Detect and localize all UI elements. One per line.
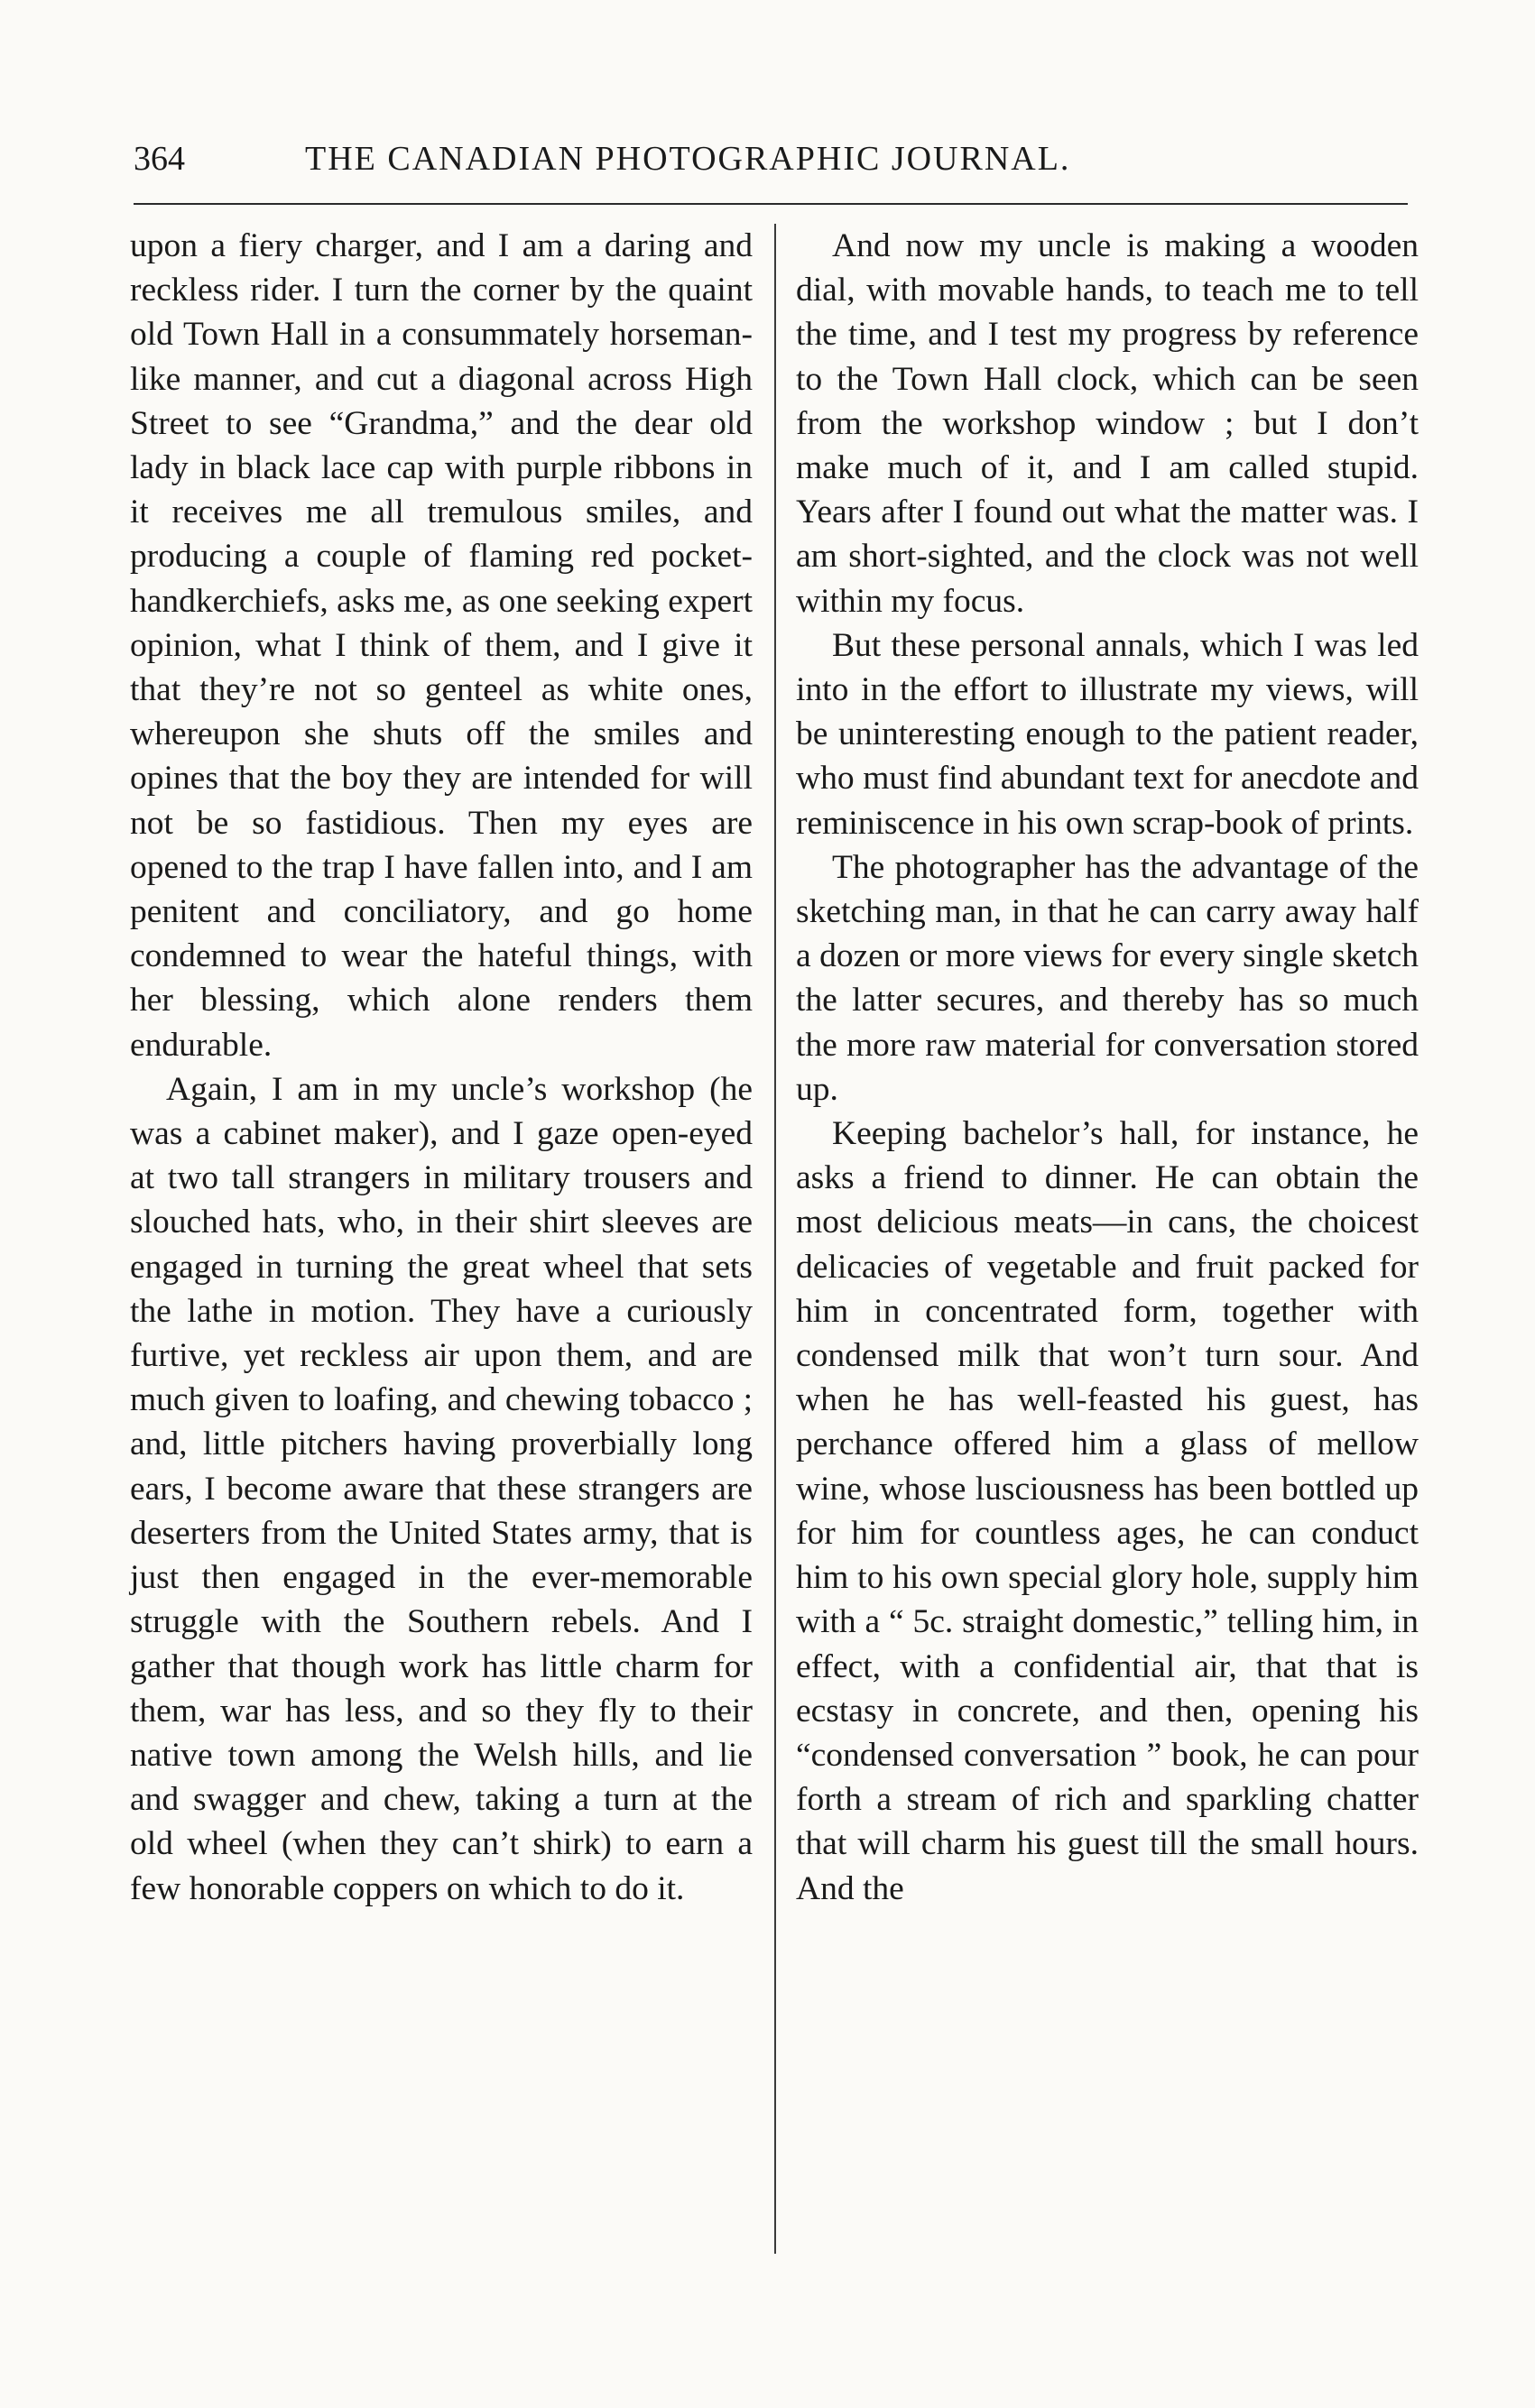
- page-number: 364: [134, 140, 185, 178]
- header-rule: [134, 203, 1408, 205]
- paragraph: Again, I am in my uncle’s workshop (he was a cabinet maker), and I gaze open-eyed at two tall strangers in military trousers and slouched hats, who, in their shirt sleeves are engaged in turning the great wheel that sets the lathe in motion. They have a curiously furtive, yet reckless air upon them, and are much given to loafing, and chewing tobacco ; and, little pitchers having proverbially long ears, I become aware that these strangers are deserters from the United States army, that is just then engaged in the ever-memorable struggle with the Southern rebels. And I gather that though work has little charm for them, war has less, and so they fly to their native town among the Welsh hills, and lie and swagger and chew, taking a turn at the old wheel (when they can’t shirk) to earn a few honorable coppers on which to do it.: [130, 1070, 753, 1907]
- left-column: [130, 224, 753, 1911]
- column-divider: [774, 224, 776, 2254]
- paragraph: upon a fiery charger, and I am a daring and reckless rider. I turn the corner by the quaint old Town Hall in a consummately horseman-like manner, and cut a diagonal across High Street to see “Grandma,” and the dear old lady in black lace cap with purple ribbons in it receives me all tremulous smiles, and producing a couple of flaming red pocket-handkerchiefs, asks me, as one seeking expert opinion, what I think of them, and I give it that they’re not so genteel as white ones, whereupon she shuts off the smiles and opines that the boy they are intended for will not be so fastidious. Then my eyes are opened to the trap I have fallen into, and I am penitent and conciliatory, and go home condemned to wear the hateful things, with her blessing, which alone renders them endurable.: [130, 227, 753, 1064]
- paragraph: But these personal annals, which I was led into in the effort to illustrate my views, will be uninteresting enough to the patient reader, who must find abundant text for anecdote and reminiscence in his own scrap-book of prints.: [796, 626, 1419, 842]
- paragraph: Keeping bachelor’s hall, for instance, he asks a friend to dinner. He can obtain the most delicious meats—in cans, the choicest delicacies of vegetable and fruit packed for him in concentrated form, together with condensed milk that won’t turn sour. And when he has well-feasted his guest, has perchance offered him a glass of mellow wine, whose lusciousness has been bottled up for him for countless ages, he can conduct him to his own special glory hole, supply him with a “ 5c. straight domestic,” telling him, in effect, with a confidential air, that that is ecstasy in concrete, and then, opening his “condensed conversation ” book, he can pour forth a stream of rich and sparkling chatter that will charm his guest till the small hours. And the: [796, 1115, 1419, 1907]
- right-column: [796, 224, 1419, 1911]
- journal-title: THE CANADIAN PHOTOGRAPHIC JOURNAL.: [305, 140, 1071, 178]
- page-header: [134, 134, 1408, 189]
- paragraph: The photographer has the advantage of the sketching man, in that he can carry away half a dozen or more views for every single sketch the latter secures, and thereby has so much the more raw material for conversation stored up.: [796, 848, 1419, 1108]
- paragraph: And now my uncle is making a wooden dial, with movable hands, to teach me to tell the time, and I test my progress by reference to the Town Hall clock, which can be seen from the workshop window ; but I don’t make much of it, and I am called stupid. Years after I found out what the matter was. I am short-sighted, and the clock was not well within my focus.: [796, 227, 1419, 620]
